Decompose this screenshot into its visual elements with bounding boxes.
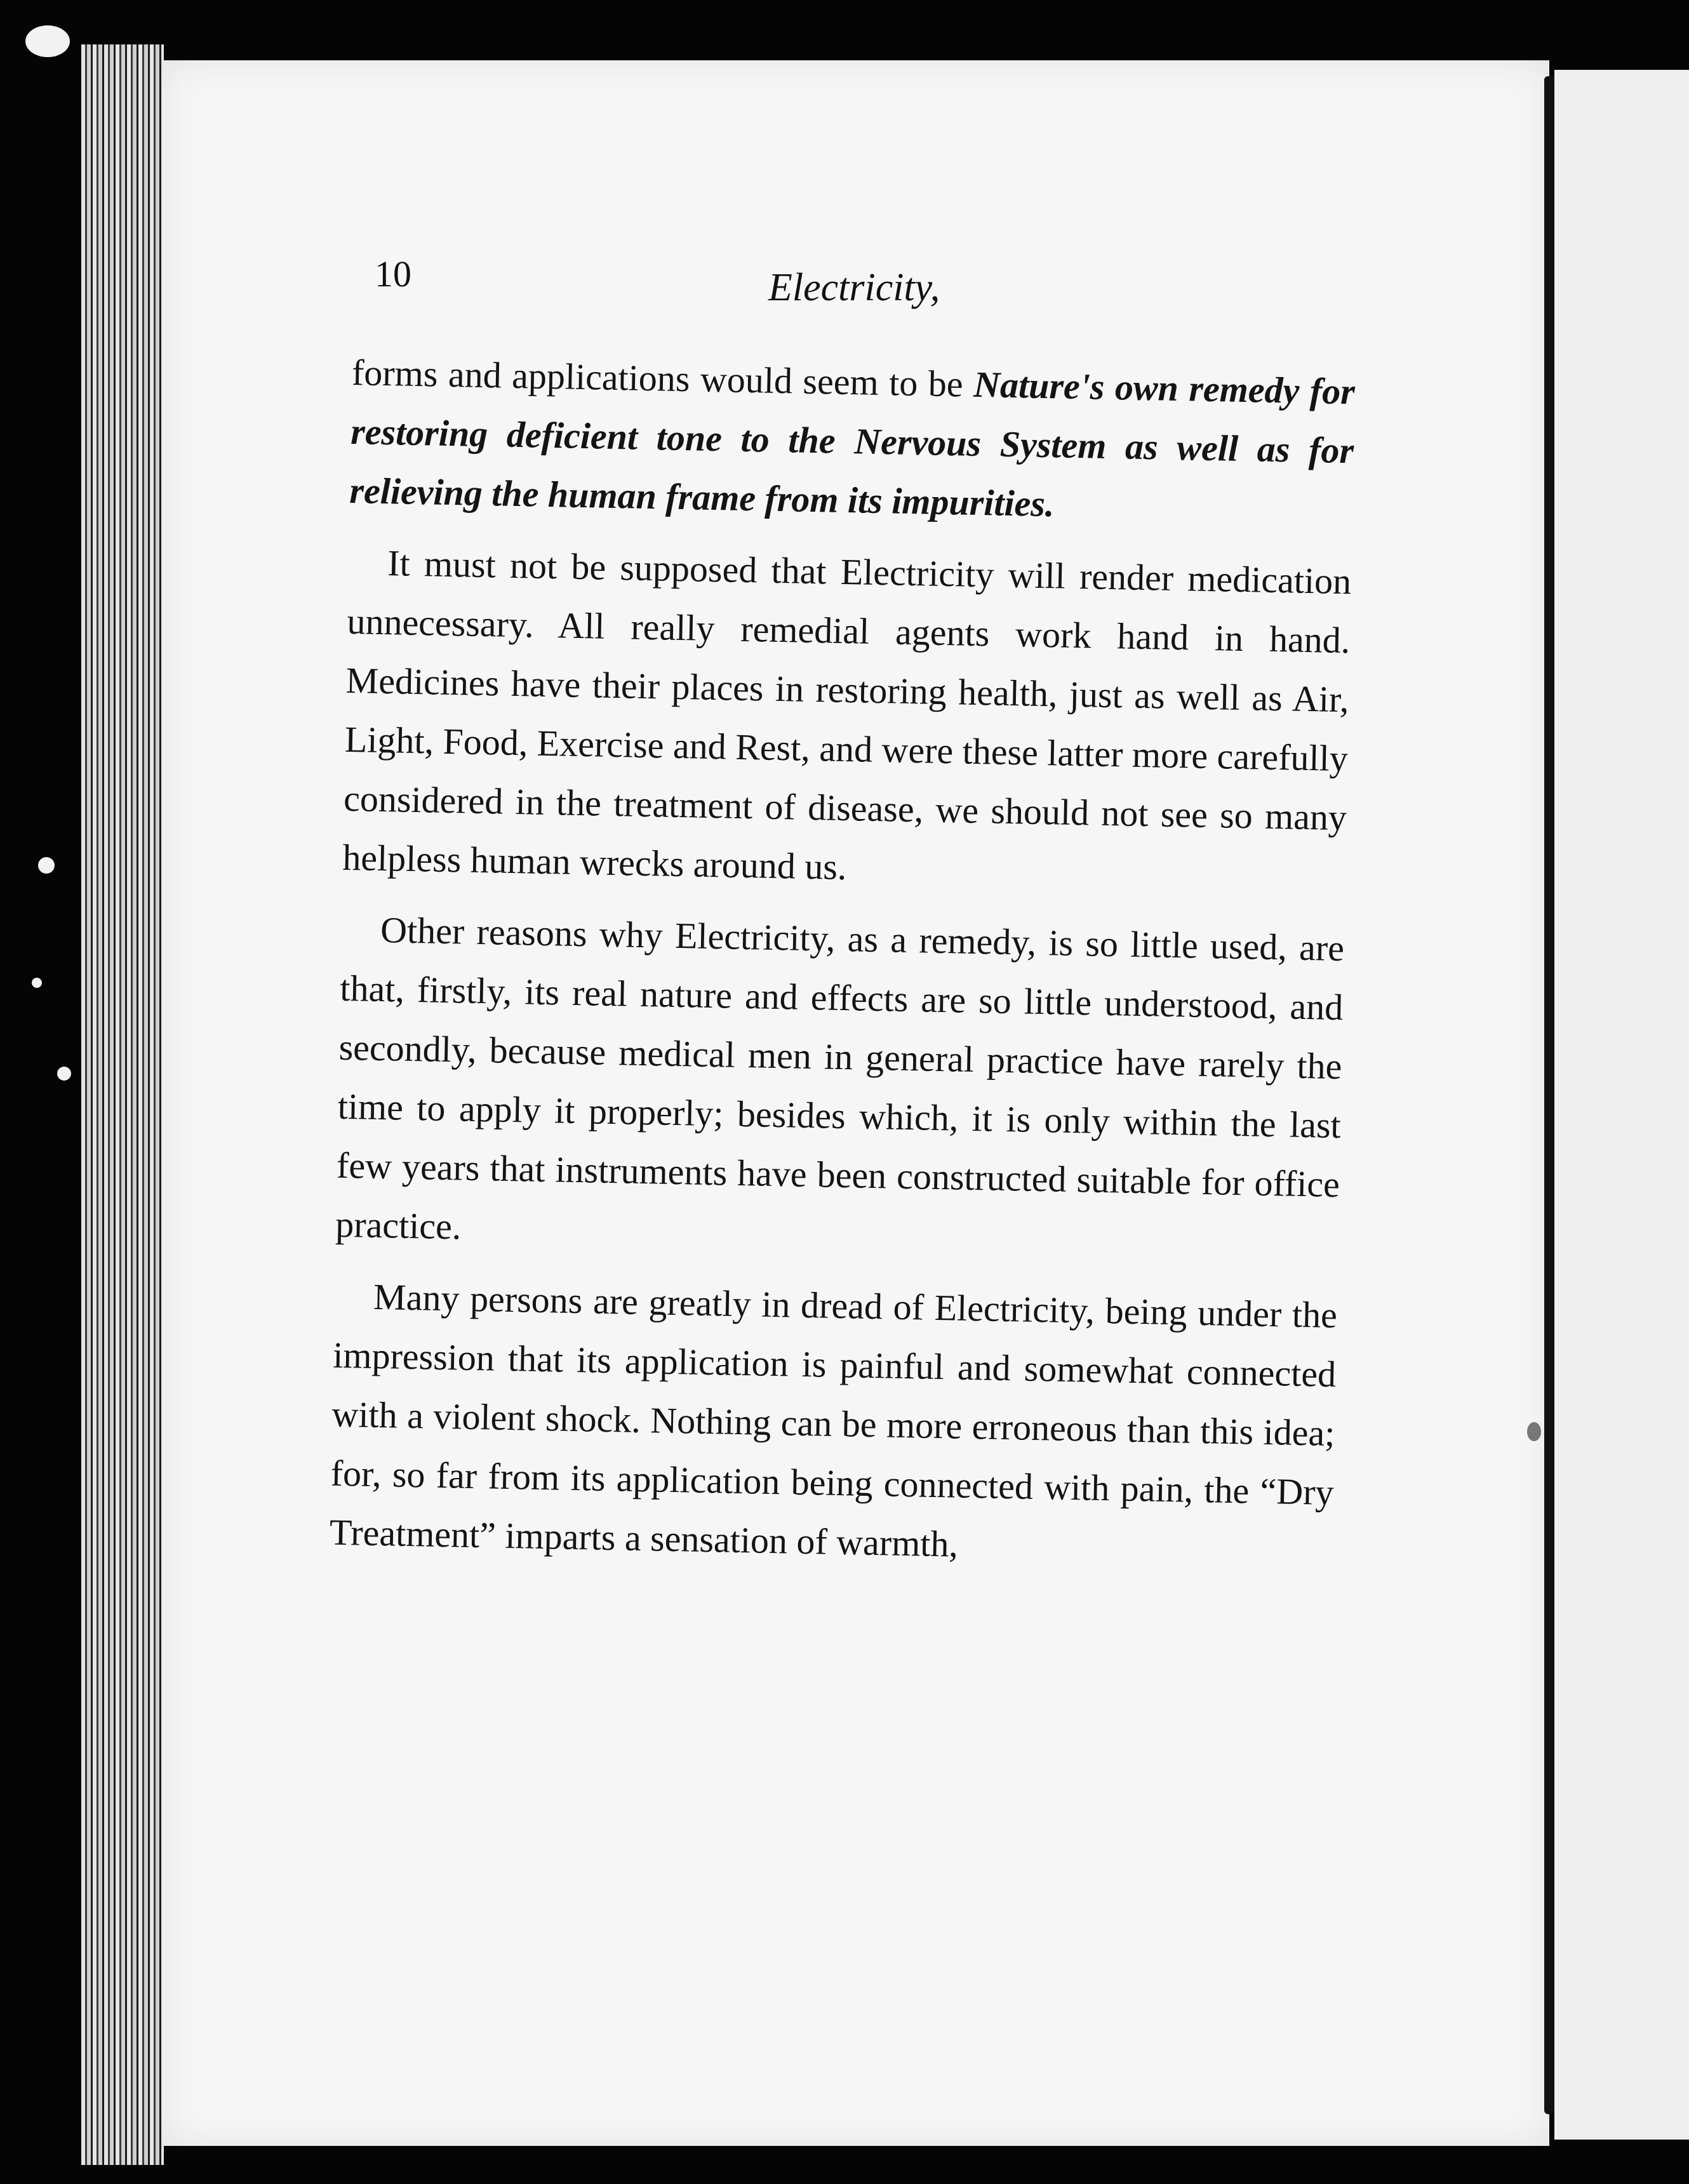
paragraph-1-emphasis: Nature's own remedy for restoring deficient tone to the Nervous System as well as for relieving the human frame from its impurities. xyxy=(349,363,1356,525)
adjacent-page-edge xyxy=(1554,70,1689,2140)
scan-dust-speck xyxy=(57,1067,71,1081)
book-page-edges xyxy=(81,44,164,2165)
paragraph-1-plain: forms and applications would seem to be xyxy=(351,351,974,405)
body-text xyxy=(329,343,1356,1594)
running-head xyxy=(375,253,1359,323)
paragraph-4: Many persons are greatly in dread of Electricity, being under the impression that its application is painful and somewhat connected with a violent shock. Nothing can be more erroneous than this idea; for, so far from its application being connected with pain, the “Dry Treatment” imparts a sensation of warmth, xyxy=(329,1275,1338,1565)
page-gutter-shadow xyxy=(1544,76,1554,2114)
paragraph-2: It must not be supposed that Electricity will render medication unnecessary. All really remedial agents work hand in hand. Medicines have their places in restoring health, just as well as Air, Light, Food, Exercise and Rest, and were these latter more carefully considered in the treatment of disease, we should not see so many helpless human wrecks around us. xyxy=(342,542,1352,888)
page-number: 10 xyxy=(375,253,411,295)
paragraph-3: Other reasons why Electricity, as a remedy, is so little used, are that, firstly, its real nature and effects are so little understood, and secondly, because medical men in general practice have rarely the time to apply it properly; besides which, it is only within the last few years that instruments have been constructed suitable for office practice. xyxy=(335,909,1345,1248)
running-title: Electricity, xyxy=(768,266,940,309)
scan-dust-speck xyxy=(38,857,55,874)
scan-dust-speck xyxy=(32,978,42,988)
scan-dust-speck xyxy=(25,25,70,57)
scan-dust-speck xyxy=(1527,1422,1541,1441)
paragraph-1 xyxy=(349,343,1356,539)
